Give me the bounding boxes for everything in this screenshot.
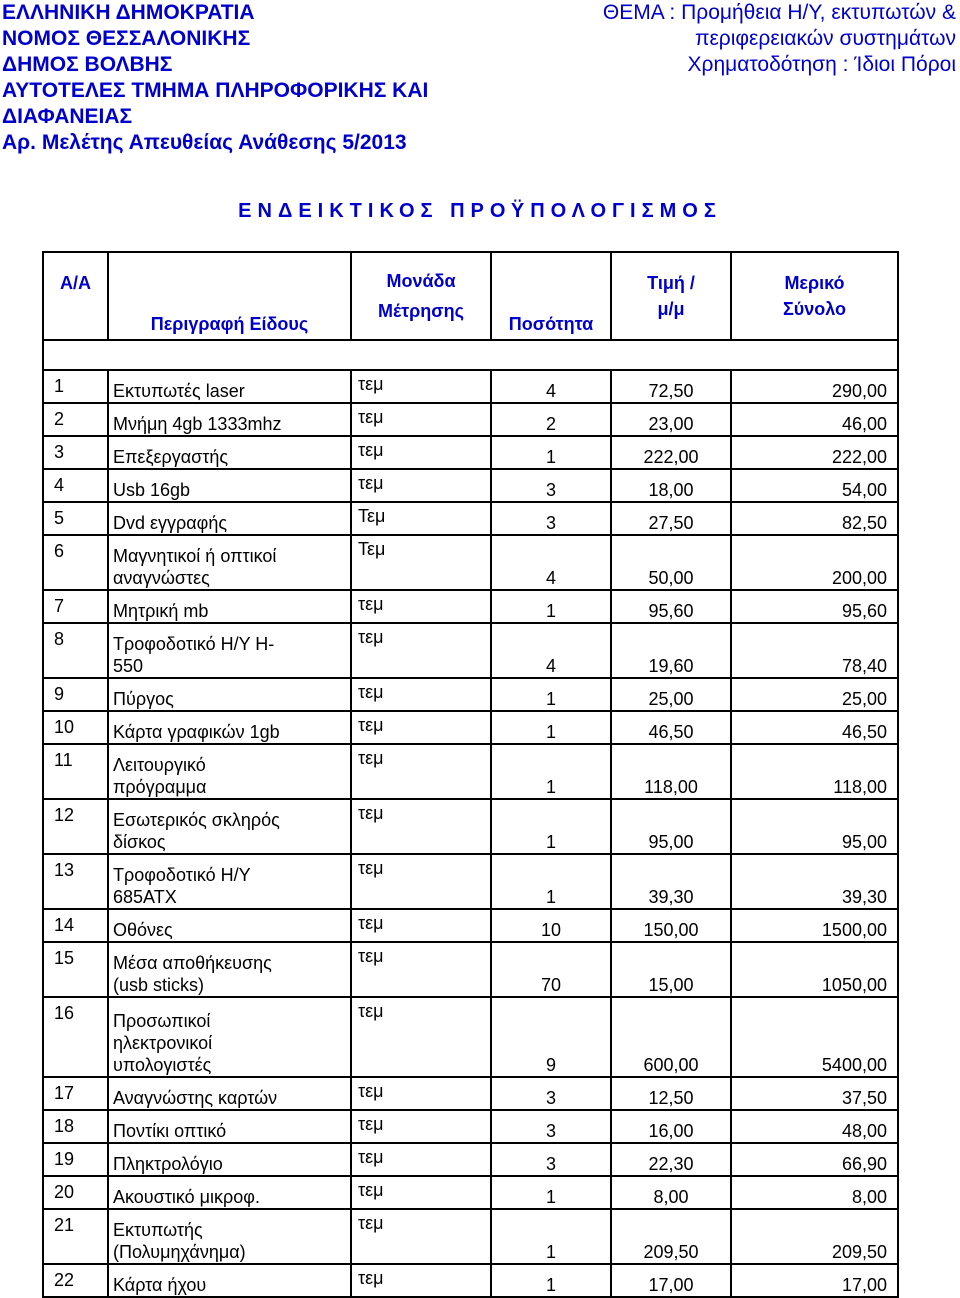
issuer-line-department-cont: ΔΙΑΦΑΝΕΙΑΣ <box>2 105 133 128</box>
item-total: 1050,00 <box>731 942 898 997</box>
item-unit: τεμ <box>351 623 491 678</box>
item-unit: τεμ <box>351 997 491 1077</box>
item-quantity: 3 <box>491 502 611 535</box>
item-total: 1500,00 <box>731 909 898 942</box>
table-body <box>43 340 898 1297</box>
column-header-unit-line1: Μονάδα <box>386 271 456 291</box>
table-row <box>43 711 898 744</box>
item-unit-price: 95,00 <box>611 799 731 854</box>
item-total: 200,00 <box>731 535 898 590</box>
item-number: 4 <box>43 469 108 502</box>
item-quantity: 3 <box>491 469 611 502</box>
issuer-header <box>2 0 428 156</box>
subject-header <box>603 0 956 78</box>
item-total: 54,00 <box>731 469 898 502</box>
item-description: Λειτουργικό πρόγραμμα <box>108 744 351 799</box>
issuer-line-department: ΑΥΤΟΤΕΛΕΣ ΤΜΗΜΑ ΠΛΗΡΟΦΟΡΙΚΗΣ ΚΑΙ <box>2 79 429 102</box>
item-quantity: 1 <box>491 678 611 711</box>
item-total: 290,00 <box>731 370 898 403</box>
column-header-unit <box>351 252 491 340</box>
item-unit: Τεμ <box>351 502 491 535</box>
item-description: Επεξεργαστής <box>108 436 351 469</box>
item-description: Ακουστικό μικροφ. <box>108 1176 351 1209</box>
item-unit: τεμ <box>351 1110 491 1143</box>
budget-table <box>42 251 899 1298</box>
item-total: 82,50 <box>731 502 898 535</box>
item-unit-price: 72,50 <box>611 370 731 403</box>
column-header-total-line2: Σύνολο <box>782 299 847 319</box>
item-quantity: 10 <box>491 909 611 942</box>
item-number: 2 <box>43 403 108 436</box>
item-description: Εσωτερικός σκληρός δίσκος <box>108 799 351 854</box>
item-quantity: 1 <box>491 711 611 744</box>
item-unit-price: 19,60 <box>611 623 731 678</box>
column-header-description: Περιγραφή Είδους <box>108 252 351 340</box>
column-header-total-line1: Μερικό <box>784 273 845 293</box>
item-unit-price: 12,50 <box>611 1077 731 1110</box>
table-row <box>43 623 898 678</box>
item-total: 222,00 <box>731 436 898 469</box>
item-unit-price: 600,00 <box>611 997 731 1077</box>
column-header-total <box>731 252 898 340</box>
item-quantity: 1 <box>491 1264 611 1297</box>
table-row <box>43 942 898 997</box>
item-quantity: 1 <box>491 1176 611 1209</box>
item-quantity: 2 <box>491 403 611 436</box>
item-total: 95,00 <box>731 799 898 854</box>
item-unit-price: 39,30 <box>611 854 731 909</box>
table-row <box>43 854 898 909</box>
item-number: 21 <box>43 1209 108 1264</box>
column-header-unit-line2: Μέτρησης <box>378 301 464 321</box>
item-number: 18 <box>43 1110 108 1143</box>
item-description: Πληκτρολόγιο <box>108 1143 351 1176</box>
item-quantity: 9 <box>491 997 611 1077</box>
item-number: 13 <box>43 854 108 909</box>
item-number: 9 <box>43 678 108 711</box>
item-description: Πύργος <box>108 678 351 711</box>
item-unit: τεμ <box>351 1176 491 1209</box>
item-unit: Τεμ <box>351 535 491 590</box>
item-unit: τεμ <box>351 909 491 942</box>
table-row <box>43 590 898 623</box>
item-number: 17 <box>43 1077 108 1110</box>
item-total: 78,40 <box>731 623 898 678</box>
issuer-line-municipality: ΔΗΜΟΣ ΒΟΛΒΗΣ <box>2 53 173 76</box>
item-quantity: 1 <box>491 744 611 799</box>
item-number: 5 <box>43 502 108 535</box>
column-header-aa: Α/Α <box>43 252 108 340</box>
column-header-price-line1: Τιμή / <box>647 273 695 293</box>
item-total: 17,00 <box>731 1264 898 1297</box>
item-total: 46,50 <box>731 711 898 744</box>
item-unit-price: 17,00 <box>611 1264 731 1297</box>
item-unit-price: 118,00 <box>611 744 731 799</box>
item-number: 10 <box>43 711 108 744</box>
item-quantity: 1 <box>491 1209 611 1264</box>
item-unit: τεμ <box>351 1209 491 1264</box>
spacer-cell <box>43 340 898 370</box>
column-header-quantity: Ποσότητα <box>491 252 611 340</box>
item-description: Μέσα αποθήκευσης (usb sticks) <box>108 942 351 997</box>
item-description: Αναγνώστης καρτών <box>108 1077 351 1110</box>
table-row <box>43 744 898 799</box>
item-unit-price: 209,50 <box>611 1209 731 1264</box>
funding-line: Χρηματοδότηση : Ίδιοι Πόροι <box>687 53 956 76</box>
item-description: Εκτυπωτής (Πολυμηχάνημα) <box>108 1209 351 1264</box>
item-quantity: 70 <box>491 942 611 997</box>
item-unit-price: 27,50 <box>611 502 731 535</box>
table-spacer-row <box>43 340 898 370</box>
table-row <box>43 799 898 854</box>
table-row <box>43 436 898 469</box>
item-unit: τεμ <box>351 744 491 799</box>
item-total: 25,00 <box>731 678 898 711</box>
item-unit: τεμ <box>351 942 491 997</box>
item-unit: τεμ <box>351 436 491 469</box>
item-description: Μνήμη 4gb 1333mhz <box>108 403 351 436</box>
table-row <box>43 1143 898 1176</box>
table-row <box>43 909 898 942</box>
item-description: Κάρτα ήχου <box>108 1264 351 1297</box>
item-total: 37,50 <box>731 1077 898 1110</box>
table-row <box>43 1110 898 1143</box>
item-unit-price: 16,00 <box>611 1110 731 1143</box>
item-description: Ποντίκι οπτικό <box>108 1110 351 1143</box>
item-unit-price: 95,60 <box>611 590 731 623</box>
page-title: ΕΝΔΕΙΚΤΙΚΟΣ ΠΡΟΫΠΟΛΟΓΙΣΜΟΣ <box>238 200 722 222</box>
item-unit-price: 25,00 <box>611 678 731 711</box>
item-description: Οθόνες <box>108 909 351 942</box>
item-unit: τεμ <box>351 590 491 623</box>
item-quantity: 1 <box>491 590 611 623</box>
item-unit: τεμ <box>351 403 491 436</box>
item-unit: τεμ <box>351 1264 491 1297</box>
subject-line-cont: περιφερειακών συστημάτων <box>694 27 956 50</box>
table-row <box>43 370 898 403</box>
item-number: 6 <box>43 535 108 590</box>
item-unit-price: 150,00 <box>611 909 731 942</box>
item-total: 209,50 <box>731 1209 898 1264</box>
table-row <box>43 1264 898 1297</box>
item-number: 14 <box>43 909 108 942</box>
item-quantity: 1 <box>491 854 611 909</box>
item-unit-price: 18,00 <box>611 469 731 502</box>
item-total: 5400,00 <box>731 997 898 1077</box>
table-row <box>43 1209 898 1264</box>
item-total: 66,90 <box>731 1143 898 1176</box>
item-number: 12 <box>43 799 108 854</box>
item-quantity: 3 <box>491 1143 611 1176</box>
item-number: 20 <box>43 1176 108 1209</box>
item-quantity: 4 <box>491 535 611 590</box>
table-row <box>43 502 898 535</box>
column-header-price <box>611 252 731 340</box>
item-total: 118,00 <box>731 744 898 799</box>
item-description: Μαγνητικοί ή οπτικοί αναγνώστες <box>108 535 351 590</box>
item-quantity: 4 <box>491 370 611 403</box>
table-row <box>43 469 898 502</box>
item-description: Εκτυπωτές laser <box>108 370 351 403</box>
item-total: 46,00 <box>731 403 898 436</box>
item-description: Dvd εγγραφής <box>108 502 351 535</box>
item-number: 8 <box>43 623 108 678</box>
item-unit-price: 8,00 <box>611 1176 731 1209</box>
column-header-price-line2: μ/μ <box>657 299 685 319</box>
item-quantity: 1 <box>491 799 611 854</box>
item-total: 95,60 <box>731 590 898 623</box>
item-quantity: 3 <box>491 1110 611 1143</box>
item-number: 3 <box>43 436 108 469</box>
table-row <box>43 1176 898 1209</box>
study-number: Αρ. Μελέτης Απευθείας Ανάθεσης 5/2013 <box>2 131 407 154</box>
item-unit: τεμ <box>351 1077 491 1110</box>
item-unit: τεμ <box>351 711 491 744</box>
item-unit-price: 23,00 <box>611 403 731 436</box>
item-total: 48,00 <box>731 1110 898 1143</box>
item-unit-price: 22,30 <box>611 1143 731 1176</box>
table-header-row <box>43 252 898 340</box>
item-number: 11 <box>43 744 108 799</box>
item-unit: τεμ <box>351 469 491 502</box>
item-unit-price: 222,00 <box>611 436 731 469</box>
table-row <box>43 678 898 711</box>
item-description: Usb 16gb <box>108 469 351 502</box>
item-quantity: 1 <box>491 436 611 469</box>
item-number: 22 <box>43 1264 108 1297</box>
item-description: Μητρική mb <box>108 590 351 623</box>
item-quantity: 3 <box>491 1077 611 1110</box>
item-unit-price: 15,00 <box>611 942 731 997</box>
item-total: 39,30 <box>731 854 898 909</box>
item-description: Τροφοδοτικό Η/Υ Η- 550 <box>108 623 351 678</box>
item-unit: τεμ <box>351 370 491 403</box>
item-unit: τεμ <box>351 854 491 909</box>
table-row <box>43 403 898 436</box>
item-number: 1 <box>43 370 108 403</box>
item-number: 19 <box>43 1143 108 1176</box>
table-row <box>43 997 898 1077</box>
item-unit-price: 50,00 <box>611 535 731 590</box>
item-description: Προσωπικοί ηλεκτρονικοί υπολογιστές <box>108 997 351 1077</box>
item-description: Κάρτα γραφικών 1gb <box>108 711 351 744</box>
item-total: 8,00 <box>731 1176 898 1209</box>
issuer-line-prefecture: ΝΟΜΟΣ ΘΕΣΣΑΛΟΝΙΚΗΣ <box>2 27 251 50</box>
item-unit-price: 46,50 <box>611 711 731 744</box>
item-number: 16 <box>43 997 108 1077</box>
item-description: Τροφοδοτικό Η/Υ 685ATX <box>108 854 351 909</box>
item-number: 15 <box>43 942 108 997</box>
item-unit: τεμ <box>351 1143 491 1176</box>
item-quantity: 4 <box>491 623 611 678</box>
issuer-line-country: ΕΛΛΗΝΙΚΗ ΔΗΜΟΚΡΑΤΙΑ <box>2 1 255 24</box>
item-unit: τεμ <box>351 678 491 711</box>
subject-line: ΘΕΜΑ : Προμήθεια Η/Υ, εκτυπωτών & <box>602 1 956 24</box>
table-row <box>43 1077 898 1110</box>
item-number: 7 <box>43 590 108 623</box>
table-row <box>43 535 898 590</box>
item-unit: τεμ <box>351 799 491 854</box>
